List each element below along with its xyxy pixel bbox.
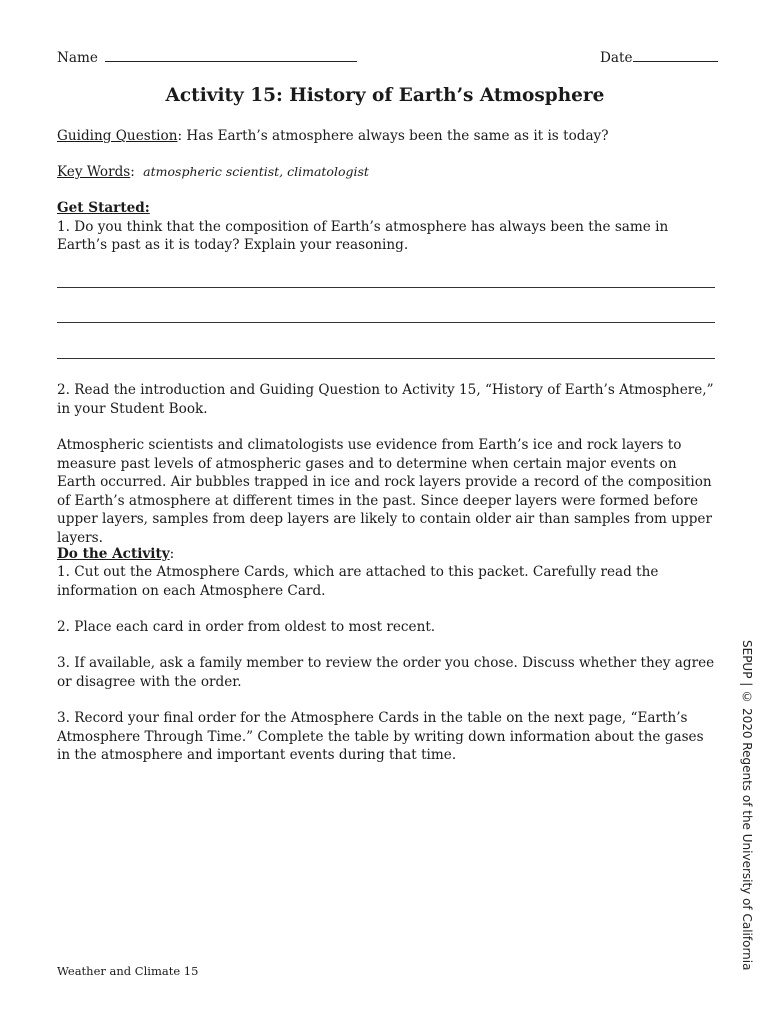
- answer-line-2[interactable]: [57, 322, 715, 323]
- key-words-colon: :: [130, 164, 135, 180]
- page-title: Activity 15: History of Earth’s Atmosphere: [165, 85, 605, 106]
- get-started-section: [57, 199, 719, 255]
- question-1: 1. Do you think that the composition of Earth’s atmosphere has always been the same in Earth’s past as it is today? Explain your reasoning.: [57, 218, 669, 253]
- name-field: [57, 47, 357, 68]
- activity-step-2: 2. Place each card in order from oldest to most recent.: [57, 619, 436, 635]
- guiding-question-label: Guiding Question: [57, 128, 178, 144]
- do-activity-colon: :: [169, 546, 175, 562]
- key-words-label: Key Words: [57, 164, 131, 180]
- name-label: Name: [57, 50, 98, 66]
- do-activity-heading: Do the Activity: [57, 546, 170, 562]
- do-activity-heading-row: [57, 545, 719, 564]
- guiding-question: [57, 127, 719, 146]
- activity-step-3: 3. If available, ask a family member to review the order you chose. Discuss whether they agree or disagree with the order.: [57, 655, 715, 690]
- date-input-line[interactable]: [633, 47, 718, 62]
- question-2: 2. Read the introduction and Guiding Question to Activity 15, “History of Earth’s Atmosphere,” in your Student Book.: [57, 382, 714, 417]
- key-words: [57, 163, 719, 182]
- page-footer: Weather and Climate 15: [57, 964, 199, 978]
- name-input-line[interactable]: [105, 47, 357, 62]
- activity-step-4: 3. Record your final order for the Atmosphere Cards in the table on the next page, “Earth’s Atmosphere Through Time.” Complete the table by writing down information about the gases in the atmosphere and important events during that time.: [57, 710, 704, 763]
- activity-step-1: 1. Cut out the Atmosphere Cards, which are attached to this packet. Carefully read the information on each Atmosphere Card.: [57, 564, 659, 599]
- date-label: Date: [600, 50, 633, 66]
- answer-line-3[interactable]: [57, 358, 715, 359]
- key-words-list: atmospheric scientist, climatologist: [143, 164, 369, 179]
- intro-paragraph: Atmospheric scientists and climatologists use evidence from Earth’s ice and rock layers to measure past levels of atmospheric gases and to determine when certain major events on Earth occurred. Air bubbles trapped in ice and rock layers provide a record of the composition of Earth’s atmosphere at different times in the past. Since deeper layers were formed before upper layers, samples from deep layers are likely to contain older air than samples from upper layers.: [57, 437, 712, 546]
- answer-line-1[interactable]: [57, 287, 715, 288]
- copyright-side-text: SEPUP | © 2020 Regents of the University of California: [740, 640, 754, 971]
- get-started-heading: Get Started:: [57, 200, 150, 216]
- date-field: [600, 47, 718, 68]
- guiding-question-text: : Has Earth’s atmosphere always been the same as it is today?: [177, 128, 609, 144]
